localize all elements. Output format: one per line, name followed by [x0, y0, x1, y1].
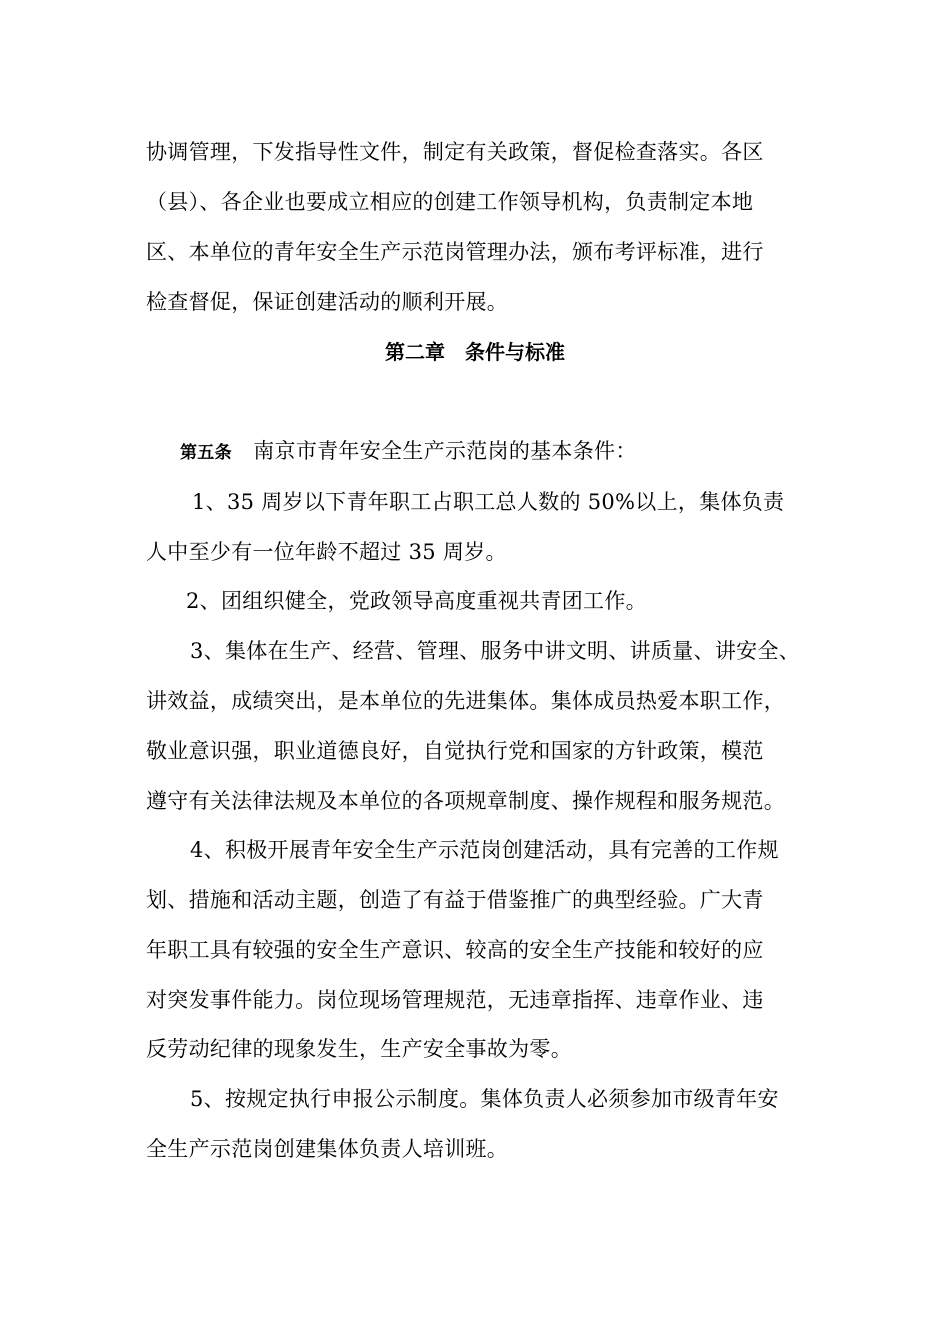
intro-line: 区、本单位的青年安全生产示范岗管理办法，颁布考评标准，进行	[146, 240, 764, 264]
article-label: 第五条	[180, 443, 232, 463]
item-4-line: 划、措施和活动主题，创造了有益于借鉴推广的典型经验。广大青	[146, 888, 764, 912]
item-2-line: 2、团组织健全，党政领导高度重视共青团工作。	[186, 589, 647, 613]
article-5	[180, 437, 637, 467]
item-4-line: 反劳动纪律的现象发生，生产安全事故为零。	[146, 1037, 572, 1061]
item-3-line: 3、集体在生产、经营、管理、服务中讲文明、讲质量、讲安全、	[190, 639, 801, 663]
item-5-line: 全生产示范岗创建集体负责人培训班。	[146, 1137, 509, 1161]
item-4-line: 年职工具有较强的安全生产意识、较高的安全生产技能和较好的应	[146, 938, 764, 962]
item-3-line: 敬业意识强，职业道德良好，自觉执行党和国家的方针政策，模范	[146, 739, 764, 763]
item-1-line: 人中至少有一位年龄不超过 35 周岁。	[146, 540, 507, 564]
article-spacer	[232, 439, 253, 463]
item-3-line: 遵守有关法律法规及本单位的各项规章制度、操作规程和服务规范。	[146, 789, 785, 813]
chapter-heading: 第二章 条件与标准	[385, 340, 565, 364]
article-text: 南京市青年安全生产示范岗的基本条件：	[253, 439, 637, 463]
item-1-line: 1、35 周岁以下青年职工占职工总人数的 50%以上，集体负责	[192, 490, 785, 514]
item-5-line: 5、按规定执行申报公示制度。集体负责人必须参加市级青年安	[190, 1087, 779, 1111]
intro-line: 检查督促，保证创建活动的顺利开展。	[146, 290, 509, 314]
intro-line: 协调管理，下发指导性文件，制定有关政策，督促检查落实。各区	[146, 140, 764, 164]
item-3-line: 讲效益，成绩突出，是本单位的先进集体。集体成员热爱本职工作，	[146, 689, 785, 713]
intro-line: （县）、各企业也要成立相应的创建工作领导机构，负责制定本地	[146, 190, 754, 214]
item-4-line: 4、积极开展青年安全生产示范岗创建活动，具有完善的工作规	[190, 838, 779, 862]
item-4-line: 对突发事件能力。岗位现场管理规范，无违章指挥、违章作业、违	[146, 988, 764, 1012]
